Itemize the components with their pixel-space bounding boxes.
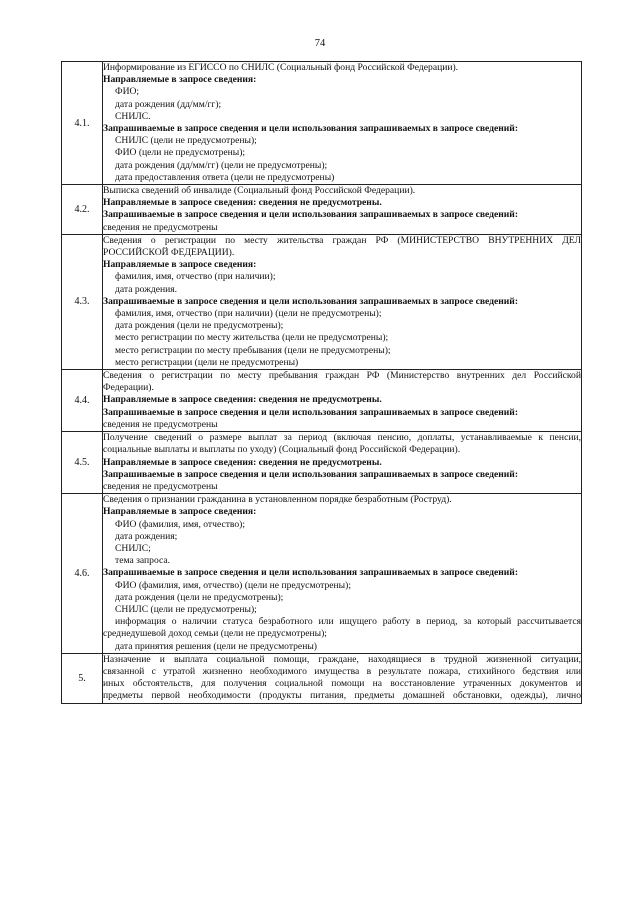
section-heading: Запрашиваемые в запросе сведения и цели использования запрашиваемых в запросе сведений: <box>103 123 519 135</box>
row-content <box>103 432 582 494</box>
row-number: 4.2. <box>62 185 103 235</box>
text-line: сведения не предусмотрены <box>103 480 218 492</box>
row-number: 4.1. <box>62 62 103 185</box>
text-line: дата рождения (цели не предусмотрены); <box>115 320 284 332</box>
section-heading: Направляемые в запросе сведения: сведения не предусмотрены. <box>103 394 382 406</box>
row-number: 4.6. <box>62 494 103 654</box>
row-content <box>103 234 582 369</box>
text-line: среднедушевой доход семьи (цели не предусмотрены); <box>103 628 327 640</box>
row-number: 4.3. <box>62 234 103 369</box>
text-line: СНИЛС; <box>115 542 151 554</box>
text-line: ФИО; <box>115 86 140 98</box>
section-heading: Направляемые в запросе сведения: сведения не предусмотрены. <box>103 456 382 468</box>
text-line: Назначение и выплата социальной помощи, граждане, находящиеся в трудной жизненной ситуации, <box>103 653 581 665</box>
row-number: 5. <box>62 653 103 703</box>
row-number: 4.4. <box>62 370 103 432</box>
section-heading: Запрашиваемые в запросе сведения и цели использования запрашиваемых в запросе сведений: <box>103 406 519 418</box>
text-line: информация о наличии статуса безработного или ищущего работу в период, за который рассчитывается <box>115 616 581 628</box>
text-line: СНИЛС. <box>115 110 151 122</box>
section-heading: Направляемые в запросе сведения: <box>103 259 257 271</box>
text-line: Информирование из ЕГИССО по СНИЛС (Социальный фонд Российской Федерации). <box>103 62 459 73</box>
text-line: дата рождения (дд/мм/гг) (цели не предусмотрены); <box>115 159 328 171</box>
text-line: дата рождения (цели не предусмотрены); <box>115 591 284 603</box>
text-line: СНИЛС (цели не предусмотрены); <box>115 603 257 615</box>
table-row <box>62 185 582 235</box>
text-line: связанной с утратой жизненно необходимого имущества в результате пожара, стихийного бедствия или <box>103 665 581 677</box>
text-line: дата принятия решения (цели не предусмотрены) <box>115 640 317 652</box>
text-line: место регистрации по месту жительства (цели не предусмотрены); <box>115 332 389 344</box>
section-heading: Запрашиваемые в запросе сведения и цели использования запрашиваемых в запросе сведений: <box>103 209 519 221</box>
table-body <box>62 62 582 704</box>
text-line: тема запроса. <box>115 555 171 567</box>
section-heading: Направляемые в запросе сведения: сведения не предусмотрены. <box>103 197 382 209</box>
text-line: дата предоставления ответа (цели не предусмотрены) <box>115 171 335 183</box>
table-row <box>62 234 582 369</box>
text-line: Сведения о регистрации по месту жительства граждан РФ (МИНИСТЕРСТВО ВНУТРЕННИХ ДЕЛ <box>103 234 581 246</box>
text-line: Выписка сведений об инвалиде (Социальный фонд Российской Федерации). <box>103 185 416 197</box>
row-content <box>103 62 582 185</box>
text-line: Сведения о регистрации по месту пребывания граждан РФ (Министерство внутренних дел Российской <box>103 370 581 382</box>
text-line: дата рождения (дд/мм/гг); <box>115 98 222 110</box>
section-heading: Направляемые в запросе сведения: <box>103 506 257 518</box>
text-line: дата рождения; <box>115 530 178 542</box>
table-row <box>62 432 582 494</box>
row-content <box>103 185 582 235</box>
text-line: место регистрации (цели не предусмотрены) <box>115 356 299 368</box>
section-heading: Запрашиваемые в запросе сведения и цели использования запрашиваемых в запросе сведений: <box>103 567 519 579</box>
text-line: Сведения о признании гражданина в установленном порядке безработным (Роструд). <box>103 494 452 506</box>
text-line: социальные выплаты и выплаты по уходу) (Социальный фонд Российской Федерации). <box>103 444 461 456</box>
text-line: сведения не предусмотрены <box>103 221 218 233</box>
row-number: 4.5. <box>62 432 103 494</box>
page-number: 74 <box>314 38 326 49</box>
table-row <box>62 494 582 654</box>
text-line: дата рождения. <box>115 283 178 295</box>
section-heading: Запрашиваемые в запросе сведения и цели использования запрашиваемых в запросе сведений: <box>103 468 519 480</box>
text-line: место регистрации по месту пребывания (цели не предусмотрены); <box>115 344 391 356</box>
text-line: Получение сведений о размере выплат за период (включая пенсию, доплаты, устанавливаемые к пенсии, <box>103 432 581 444</box>
text-line: сведения не предусмотрены <box>103 418 218 430</box>
row-content <box>103 494 582 654</box>
table-row <box>62 62 582 185</box>
text-line: фамилия, имя, отчество (при наличии) (цели не предусмотрены); <box>115 308 382 320</box>
table-row <box>62 370 582 432</box>
section-heading: Запрашиваемые в запросе сведения и цели использования запрашиваемых в запросе сведений: <box>103 295 519 307</box>
text-line: фамилия, имя, отчество (при наличии); <box>115 271 276 283</box>
text-line: РОССИЙСКОЙ ФЕДЕРАЦИИ). <box>103 247 235 259</box>
section-heading: Направляемые в запросе сведения: <box>103 74 257 86</box>
row-content <box>103 653 582 703</box>
document-table <box>61 61 582 704</box>
text-line: СНИЛС (цели не предусмотрены); <box>115 135 257 147</box>
row-content <box>103 370 582 432</box>
text-line: Федерации). <box>103 382 154 394</box>
table-row <box>62 653 582 703</box>
text-line: иных обстоятельств, для получения социальной помощи на восстановление утраченных документов и <box>103 678 581 690</box>
text-line: ФИО (фамилия, имя, отчество); <box>115 518 246 530</box>
text-line: предметы первой необходимости (продукты питания, предметы домашней обстановки, одежды), лично <box>103 690 581 702</box>
text-line: ФИО (фамилия, имя, отчество) (цели не предусмотрены); <box>115 579 351 591</box>
text-line: ФИО (цели не предусмотрены); <box>115 147 246 159</box>
